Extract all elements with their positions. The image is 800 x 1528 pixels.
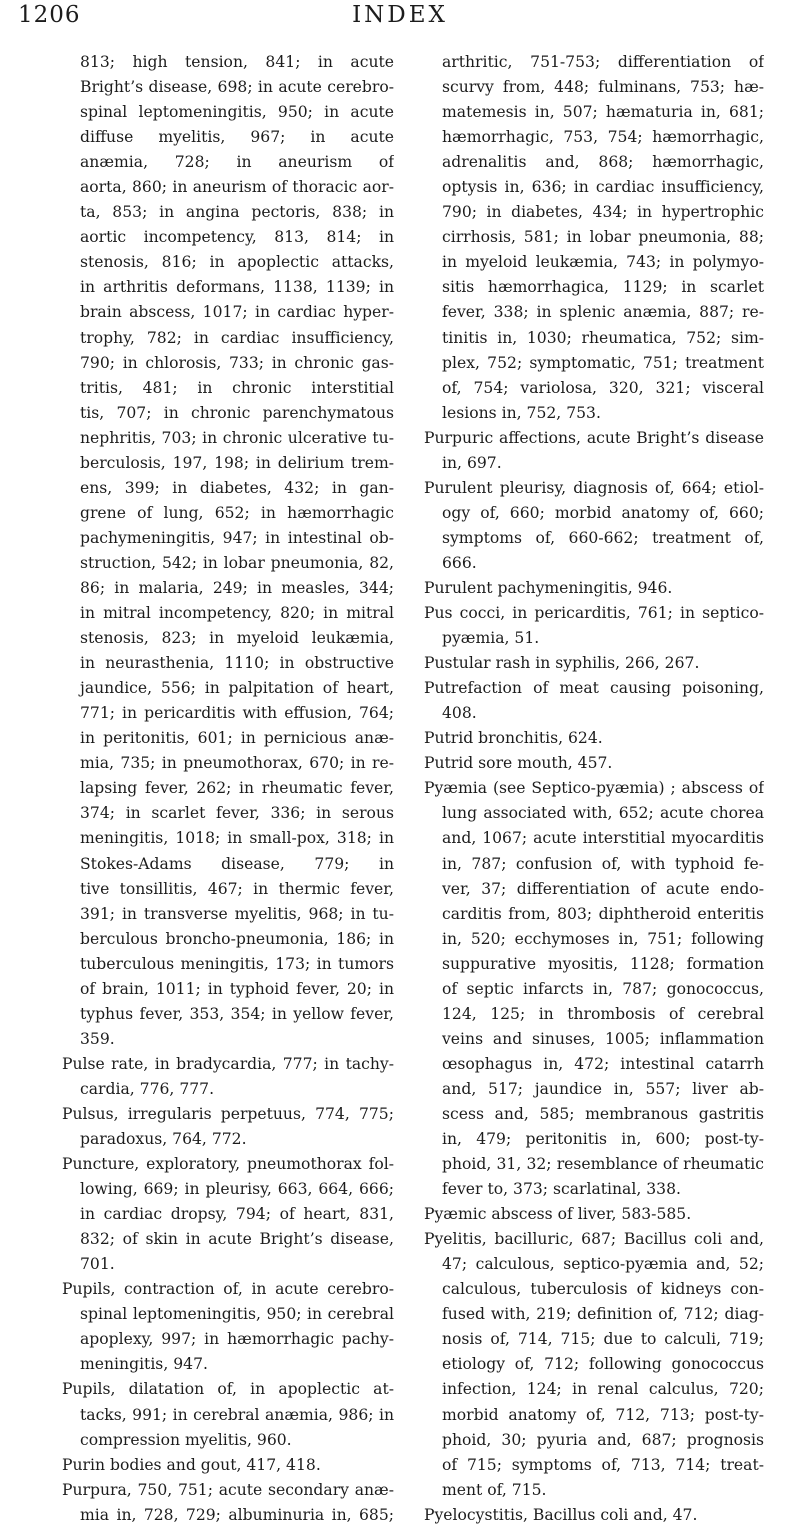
index-entry-line: Purpuric affections, acute Bright’s disease: [424, 428, 764, 447]
index-subentry-line: 359.: [80, 1029, 115, 1048]
index-subentry-line: fused with, 219; definition of, 712; diag-: [442, 1305, 764, 1324]
index-subentry-line: trophy, 782; in cardiac insufficiency,: [80, 328, 394, 347]
index-subentry-line: in mitral incompetency, 820; in mitral: [80, 604, 394, 623]
index-subentry-line: veins and sinuses, 1005; inflammation: [442, 1029, 764, 1048]
index-subentry-line: in arthritis deformans, 1138, 1139; in: [80, 278, 394, 297]
index-subentry-line: in peritonitis, 601; in pernicious anæ-: [80, 729, 394, 748]
index-entry-line: Pyelitis, bacilluric, 687; Bacillus coli and,: [424, 1230, 764, 1249]
index-entry-line: Putrid bronchitis, 624.: [424, 729, 603, 748]
index-subentry-line: in myeloid leukæmia, 743; in polymyo-: [442, 253, 764, 272]
index-subentry-line: of 715; symptoms of, 713, 714; treat-: [442, 1455, 764, 1474]
index-subentry-line: adrenalitis and, 868; hæmorrhagic,: [442, 153, 764, 172]
index-subentry-line: ta, 853; in angina pectoris, 838; in: [80, 203, 394, 222]
index-subentry-line: 790; in chlorosis, 733; in chronic gas-: [80, 353, 394, 372]
index-subentry-line: nosis of, 714, 715; due to calculi, 719;: [442, 1330, 764, 1349]
index-entry-line: Pupils, contraction of, in acute cerebro-: [62, 1280, 394, 1299]
index-subentry-line: 666.: [442, 553, 477, 572]
index-subentry-line: morbid anatomy of, 712, 713; post-ty-: [442, 1405, 764, 1424]
index-subentry-line: phoid, 30; pyuria and, 687; prognosis: [442, 1430, 764, 1449]
index-subentry-line: matemesis in, 507; hæmaturia in, 681;: [442, 103, 764, 122]
index-subentry-line: fever to, 373; scarlatinal, 338.: [442, 1180, 681, 1199]
index-subentry-line: grene of lung, 652; in hæmorrhagic: [80, 503, 394, 522]
index-subentry-line: etiology of, 712; following gonococcus: [442, 1355, 764, 1374]
index-subentry-line: 391; in transverse myelitis, 968; in tu-: [80, 904, 394, 923]
index-subentry-line: nephritis, 703; in chronic ulcerative tu-: [80, 428, 394, 447]
index-subentry-line: 701.: [80, 1255, 115, 1274]
index-entry-line: Putrefaction of meat causing poisoning,: [424, 679, 764, 698]
index-subentry-line: in neurasthenia, 1110; in obstructive: [80, 654, 394, 673]
index-subentry-line: ens, 399; in diabetes, 432; in gan-: [80, 478, 394, 497]
index-subentry-line: hæmorrhagic, 753, 754; hæmorrhagic,: [442, 128, 764, 147]
index-subentry-line: mia in, 728, 729; albuminuria in, 685;: [80, 1505, 394, 1524]
index-subentry-line: pyæmia, 51.: [442, 629, 540, 648]
index-subentry-line: 790; in diabetes, 434; in hypertrophic: [442, 203, 764, 222]
index-subentry-line: of, 754; variolosa, 320, 321; visceral: [442, 378, 764, 397]
index-subentry-line: pachymeningitis, 947; in intestinal ob-: [80, 528, 394, 547]
index-subentry-line: spinal leptomeningitis, 950; in acute: [80, 103, 394, 122]
index-subentry-line: diffuse myelitis, 967; in acute: [80, 128, 394, 147]
index-subentry-line: tritis, 481; in chronic interstitial: [80, 378, 394, 397]
index-subentry-line: tive tonsillitis, 467; in thermic fever,: [80, 879, 394, 898]
index-subentry-line: infection, 124; in renal calculus, 720;: [442, 1380, 764, 1399]
index-entry-line: Pus cocci, in pericarditis, 761; in septico-: [424, 604, 764, 623]
index-subentry-line: 832; of skin in acute Bright’s disease,: [80, 1230, 394, 1249]
index-column-left: [62, 50, 394, 1528]
index-subentry-line: 374; in scarlet fever, 336; in serous: [80, 804, 394, 823]
index-subentry-line: cardia, 776, 777.: [80, 1079, 215, 1098]
index-subentry-line: tinitis in, 1030; rheumatica, 752; sim-: [442, 328, 764, 347]
index-subentry-line: lapsing fever, 262; in rheumatic fever,: [80, 779, 394, 798]
index-entry-line: Pustular rash in syphilis, 266, 267.: [424, 654, 700, 673]
index-subentry-line: meningitis, 947.: [80, 1355, 208, 1374]
index-subentry-line: aorta, 860; in aneurism of thoracic aor-: [80, 178, 394, 197]
index-subentry-line: stenosis, 823; in myeloid leukæmia,: [80, 629, 394, 648]
index-entry-line: Pupils, dilatation of, in apoplectic at-: [62, 1380, 394, 1399]
index-entry-line: Pyelocystitis, Bacillus coli and, 47.: [424, 1505, 698, 1524]
index-subentry-line: sitis hæmorrhagica, 1129; in scarlet: [442, 278, 764, 297]
index-column-right: [424, 50, 764, 1528]
index-subentry-line: ment of, 715.: [442, 1480, 547, 1499]
index-subentry-line: suppurative myositis, 1128; formation: [442, 954, 764, 973]
index-subentry-line: 408.: [442, 704, 477, 723]
index-subentry-line: anæmia, 728; in aneurism of: [80, 153, 394, 172]
index-subentry-line: berculous broncho-pneumonia, 186; in: [80, 929, 394, 948]
index-subentry-line: aortic incompetency, 813, 814; in: [80, 228, 394, 247]
index-subentry-line: scurvy from, 448; fulminans, 753; hæ-: [442, 78, 764, 97]
index-subentry-line: lung associated with, 652; acute chorea: [442, 804, 764, 823]
index-subentry-line: meningitis, 1018; in small-pox, 318; in: [80, 829, 394, 848]
index-subentry-line: calculous, tuberculosis of kidneys con-: [442, 1280, 764, 1299]
index-subentry-line: cirrhosis, 581; in lobar pneumonia, 88;: [442, 228, 764, 247]
index-entry-line: Purpura, 750, 751; acute secondary anæ-: [62, 1480, 394, 1499]
index-subentry-line: 47; calculous, septico-pyæmia and, 52;: [442, 1255, 764, 1274]
index-subentry-line: lesions in, 752, 753.: [442, 403, 601, 422]
index-subentry-line: plex, 752; symptomatic, 751; treatment: [442, 353, 764, 372]
index-subentry-line: arthritic, 751-753; differentiation of: [442, 53, 764, 71]
index-subentry-line: in, 520; ecchymoses in, 751; following: [442, 929, 764, 948]
index-entry-line: Pyæmic abscess of liver, 583-585.: [424, 1205, 692, 1224]
index-subentry-line: carditis from, 803; diphtheroid enteritis: [442, 904, 764, 923]
index-subentry-line: of septic infarcts in, 787; gonococcus,: [442, 979, 764, 998]
index-entry-line: Pyæmia (see Septico-pyæmia) ; abscess of: [424, 779, 764, 798]
index-subentry-line: jaundice, 556; in palpitation of heart,: [80, 679, 394, 698]
index-subentry-line: mia, 735; in pneumothorax, 670; in re-: [80, 754, 394, 773]
index-subentry-line: œsophagus in, 472; intestinal catarrh: [442, 1054, 764, 1073]
index-subentry-line: tacks, 991; in cerebral anæmia, 986; in: [80, 1405, 394, 1424]
page-number: 1206: [18, 2, 81, 28]
index-entry-line: Pulse rate, in bradycardia, 777; in tachy-: [62, 1054, 394, 1073]
index-subentry-line: in cardiac dropsy, 794; of heart, 831,: [80, 1205, 394, 1224]
index-subentry-line: spinal leptomeningitis, 950; in cerebral: [80, 1305, 394, 1324]
index-subentry-line: apoplexy, 997; in hæmorrhagic pachy-: [80, 1330, 394, 1349]
index-entry-line: Purulent pleurisy, diagnosis of, 664; etiol-: [424, 478, 764, 497]
index-subentry-line: lowing, 669; in pleurisy, 663, 664, 666;: [80, 1180, 394, 1199]
index-subentry-line: stenosis, 816; in apoplectic attacks,: [80, 253, 394, 272]
index-subentry-line: ogy of, 660; morbid anatomy of, 660;: [442, 503, 764, 522]
index-entry-line: Purulent pachymeningitis, 946.: [424, 578, 673, 597]
index-subentry-line: tis, 707; in chronic parenchymatous: [80, 403, 394, 422]
index-subentry-line: Bright’s disease, 698; in acute cerebro-: [80, 78, 394, 97]
index-subentry-line: typhus fever, 353, 354; in yellow fever,: [80, 1004, 394, 1023]
index-subentry-line: compression myelitis, 960.: [80, 1430, 292, 1449]
index-subentry-line: optysis in, 636; in cardiac insufficiency,: [442, 178, 764, 197]
index-subentry-line: brain abscess, 1017; in cardiac hyper-: [80, 303, 394, 322]
index-subentry-line: paradoxus, 764, 772.: [80, 1130, 247, 1149]
index-subentry-line: 813; high tension, 841; in acute: [80, 53, 394, 71]
index-subentry-line: and, 1067; acute interstitial myocarditis: [442, 829, 764, 848]
index-entry-line: Puncture, exploratory, pneumothorax fol-: [62, 1155, 394, 1174]
index-subentry-line: tuberculous meningitis, 173; in tumors: [80, 954, 394, 973]
index-entry-line: Pulsus, irregularis perpetuus, 774, 775;: [62, 1104, 394, 1123]
index-subentry-line: in, 479; peritonitis in, 600; post-ty-: [442, 1130, 764, 1149]
index-subentry-line: ver, 37; differentiation of acute endo-: [442, 879, 764, 898]
index-entry-line: Putrid sore mouth, 457.: [424, 754, 613, 773]
index-entry-line: Purin bodies and gout, 417, 418.: [62, 1455, 321, 1474]
index-subentry-line: and, 517; jaundice in, 557; liver ab-: [442, 1079, 764, 1098]
index-subentry-line: 771; in pericarditis with effusion, 764;: [80, 704, 394, 723]
index-subentry-line: 124, 125; in thrombosis of cerebral: [442, 1004, 764, 1023]
index-subentry-line: struction, 542; in lobar pneumonia, 82,: [80, 553, 394, 572]
running-head: INDEX: [352, 2, 448, 28]
index-subentry-line: in, 787; confusion of, with typhoid fe-: [442, 854, 764, 873]
index-subentry-line: of brain, 1011; in typhoid fever, 20; in: [80, 979, 394, 998]
index-subentry-line: phoid, 31, 32; resemblance of rheumatic: [442, 1155, 764, 1174]
index-subentry-line: in, 697.: [442, 453, 502, 472]
index-subentry-line: Stokes-Adams disease, 779; in: [80, 854, 394, 873]
index-subentry-line: scess and, 585; membranous gastritis: [442, 1104, 764, 1123]
index-subentry-line: berculosis, 197, 198; in delirium trem-: [80, 453, 394, 472]
index-subentry-line: fever, 338; in splenic anæmia, 887; re-: [442, 303, 764, 322]
index-subentry-line: 86; in malaria, 249; in measles, 344;: [80, 578, 394, 597]
index-subentry-line: symptoms of, 660-662; treatment of,: [442, 528, 764, 547]
